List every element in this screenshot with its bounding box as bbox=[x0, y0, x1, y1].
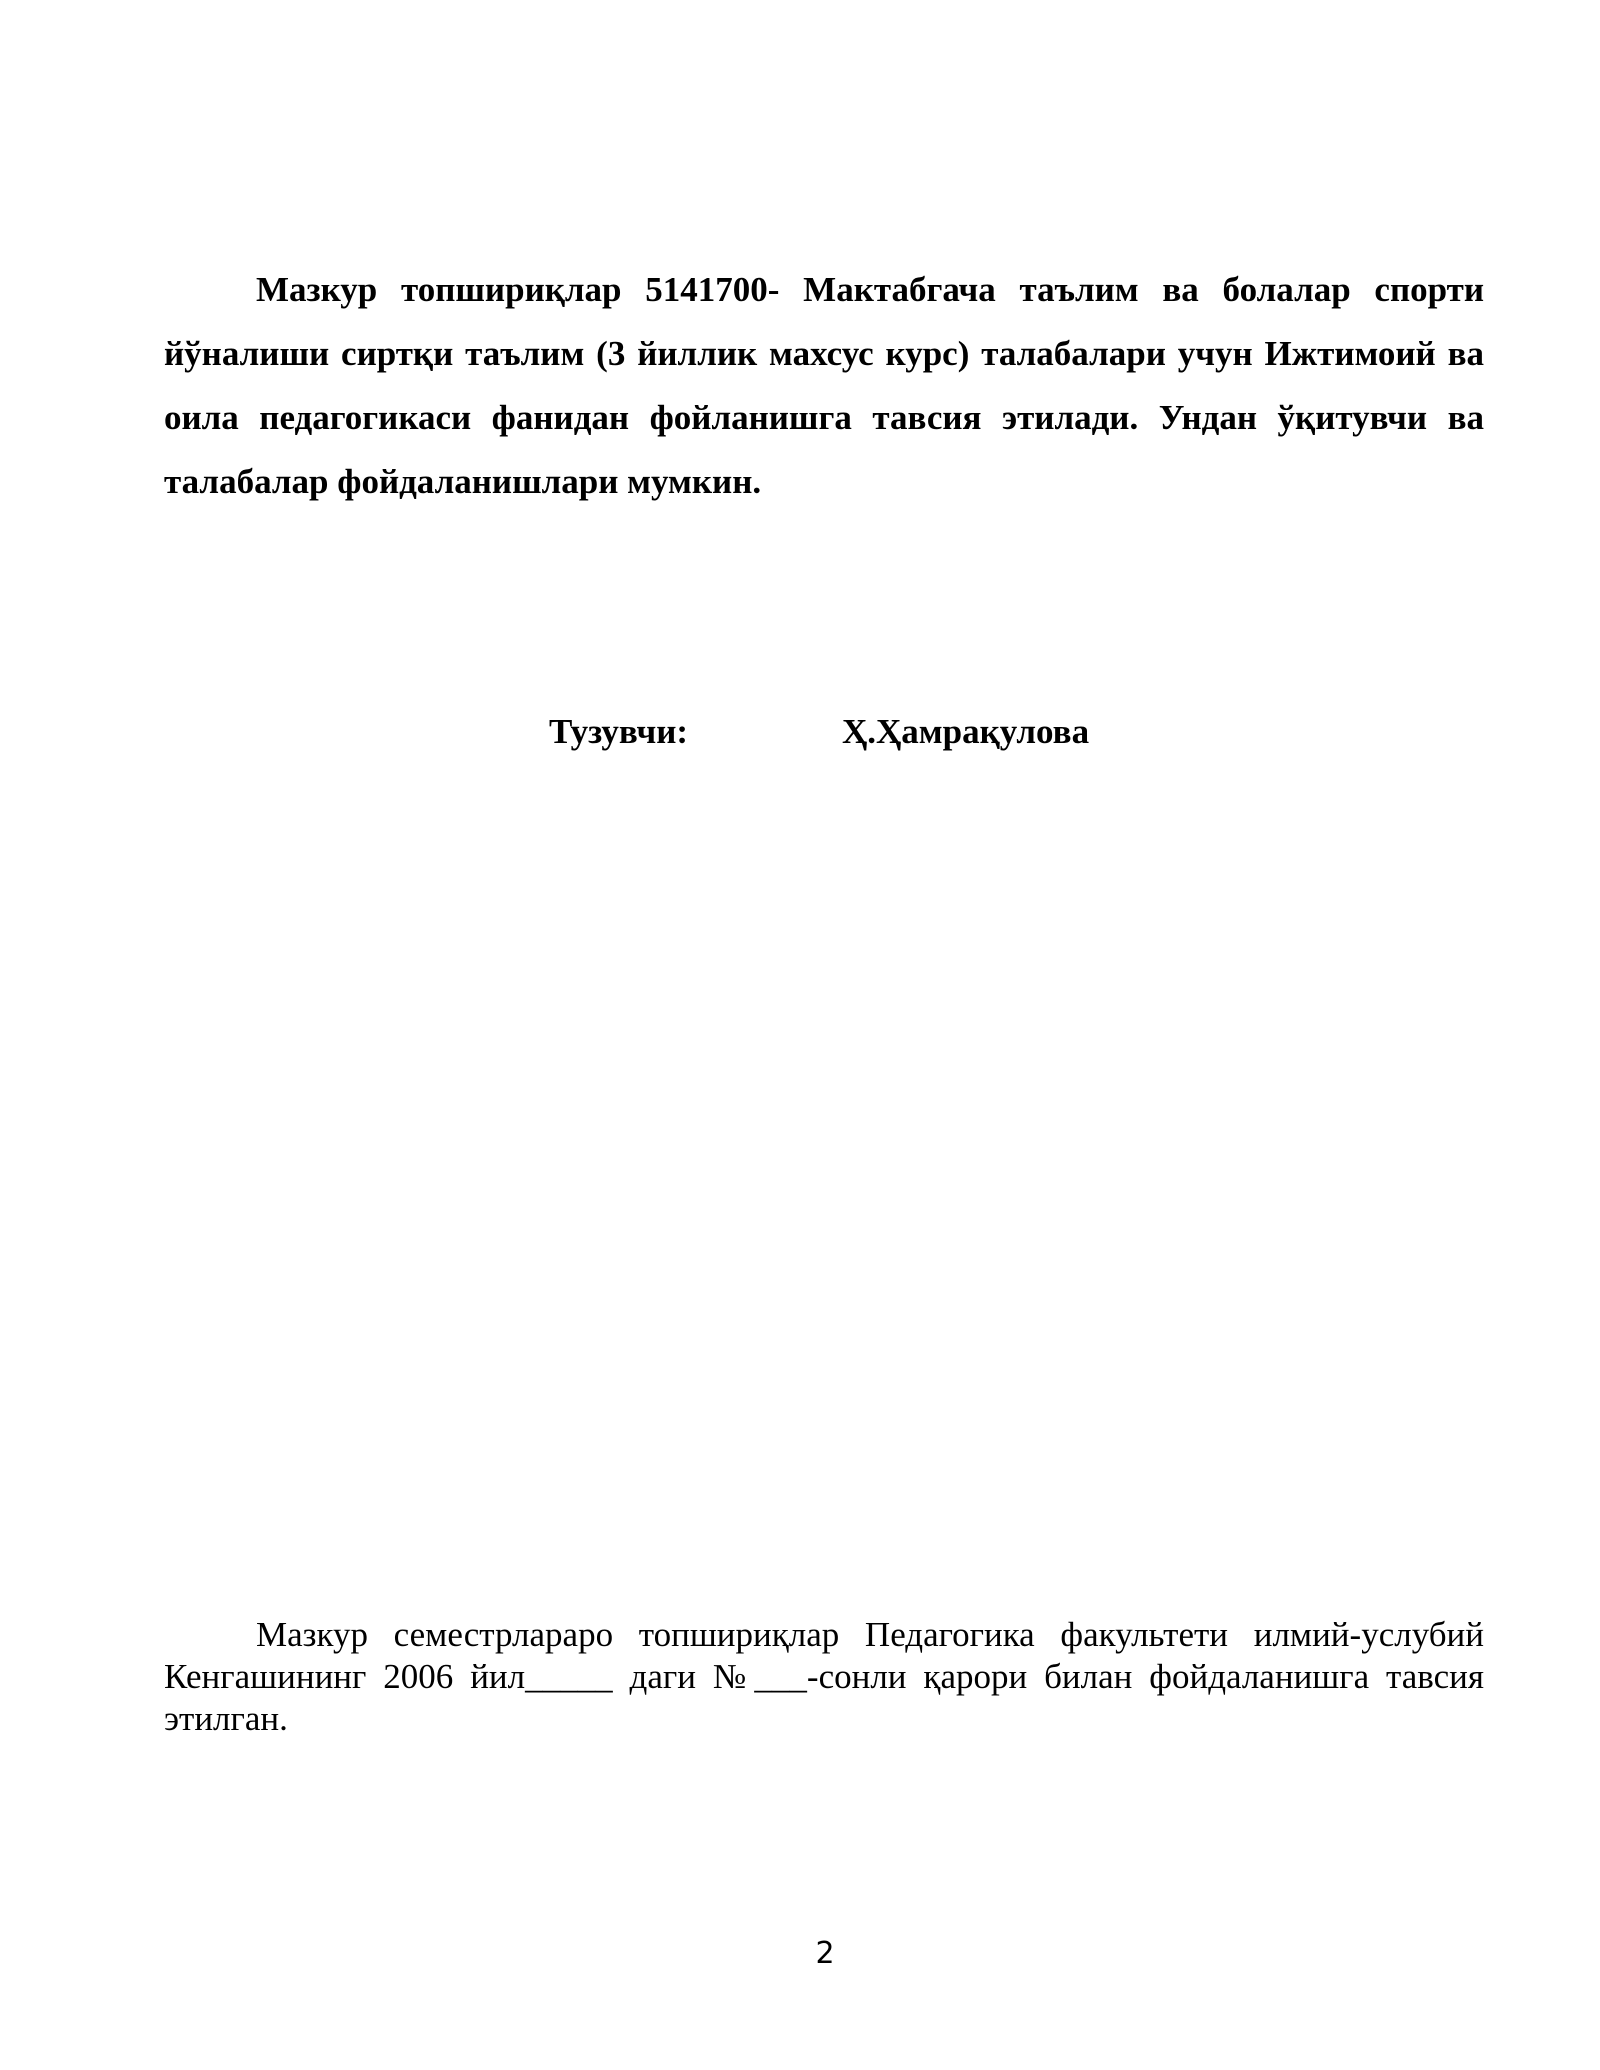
intro-paragraph: Мазкур топшириқлар 5141700- Мактабгача таълим ва болалар спорти йўналиши сиртқи таълим (3 йиллик махсус курс) талабалари учун Ижтимоий ва оила педагогикаси фанидан фойланишга тавсия этилади. Ундан ўқитувчи ва талабалар фойдаланишлари мумкин. bbox=[164, 270, 1484, 501]
approval-paragraph: Мазкур семестрлараро топшириқлар Педагогика факультети илмий-услубий Кенгашининг 2006 йил_____ даги №___-сонли қарори билан фойдаланишга тавсия этилган. bbox=[164, 1615, 1484, 1738]
author-line bbox=[0, 702, 1600, 762]
author-name: Ҳ.Ҳамрақулова bbox=[842, 712, 1090, 751]
page-number: 2 bbox=[815, 1936, 835, 1971]
author-label: Тузувчи: bbox=[549, 712, 689, 751]
